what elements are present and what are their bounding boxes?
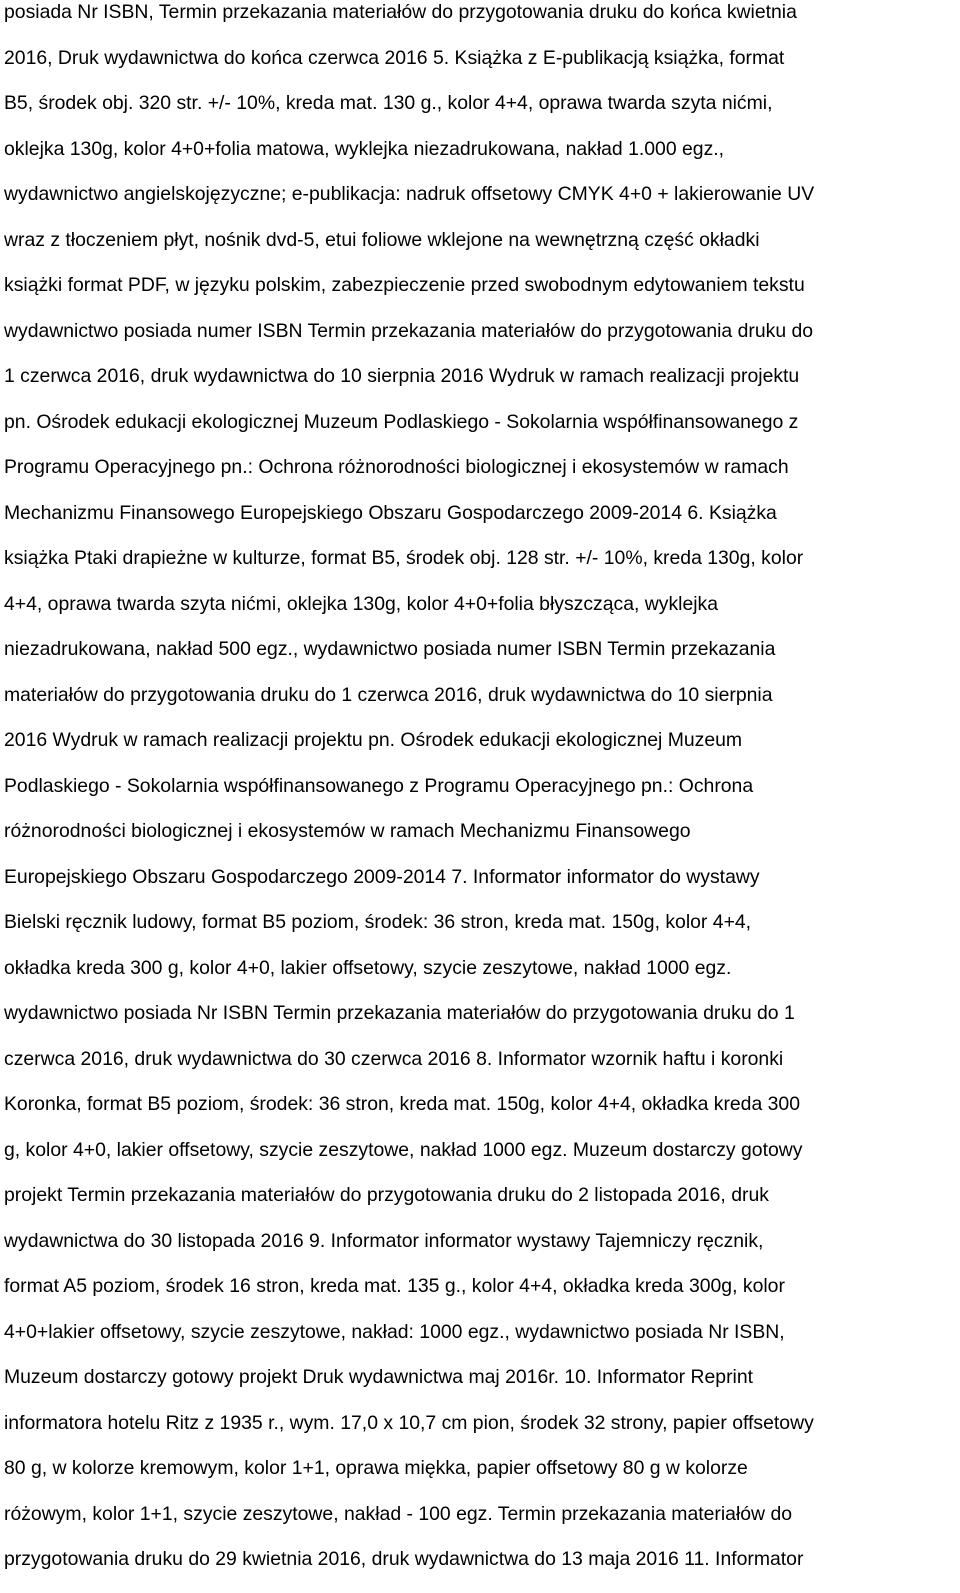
text-line: książki format PDF, w języku polskim, zabezpieczenie przed swobodnym edytowaniem tekstu: [4, 274, 805, 296]
text-line: pn. Ośrodek edukacji ekologicznej Muzeum Podlaskiego - Sokolarnia współfinansowanego z: [4, 410, 799, 433]
text-line: B5, środek obj. 320 str. +/- 10%, kreda mat. 130 g., kolor 4+4, oprawa twarda szyta nićmi,: [4, 92, 773, 114]
text-line: przygotowania druku do 29 kwietnia 2016, druk wydawnictwa do 13 maja 2016 11. Informator: [4, 1548, 804, 1570]
text-line: różnorodności biologicznej i ekosystemów w ramach Mechanizmu Finansowego: [4, 820, 691, 842]
text-line: 2016, Druk wydawnictwa do końca czerwca 2016 5. Książka z E-publikacją książka, format: [4, 46, 785, 69]
text-line: projekt Termin przekazania materiałów do przygotowania druku do 2 listopada 2016, druk: [4, 1184, 769, 1206]
text-line: różowym, kolor 1+1, szycie zeszytowe, nakład - 100 egz. Termin przekazania materiałów do: [4, 1502, 793, 1525]
text-line: oklejka 130g, kolor 4+0+folia matowa, wyklejka niezadrukowana, nakład 1.000 egz.,: [4, 137, 725, 160]
text-line: wraz z tłoczeniem płyt, nośnik dvd-5, etui foliowe wklejone na wewnętrzną część okładki: [4, 228, 760, 251]
text-line: 80 g, w kolorze kremowym, kolor 1+1, oprawa miękka, papier offsetowy 80 g w kolorze: [4, 1457, 748, 1479]
text-line: format A5 poziom, środek 16 stron, kreda mat. 135 g., kolor 4+4, okładka kreda 300g, kolor: [4, 1275, 785, 1297]
document-body: [4, 0, 956, 1593]
text-line: Programu Operacyjnego pn.: Ochrona różnorodności biologicznej i ekosystemów w ramach: [4, 456, 789, 478]
text-line: 4+4, oprawa twarda szyta nićmi, oklejka 130g, kolor 4+0+folia błyszcząca, wyklejka: [4, 592, 719, 615]
text-line: 2016 Wydruk w ramach realizacji projektu pn. Ośrodek edukacji ekologicznej Muzeum: [4, 729, 743, 751]
text-line: Europejskiego Obszaru Gospodarczego 2009-2014 7. Informator informator do wystawy: [4, 865, 760, 888]
text-line: książka Ptaki drapieżne w kulturze, format B5, środek obj. 128 str. +/- 10%, kreda 130g, kolor: [4, 547, 804, 569]
text-line: wydawnictwo posiada numer ISBN Termin przekazania materiałów do przygotowania druku do: [4, 319, 814, 342]
text-line: Koronka, format B5 poziom, środek: 36 stron, kreda mat. 150g, kolor 4+4, okładka kreda 300: [4, 1093, 800, 1115]
text-line: 4+0+lakier offsetowy, szycie zeszytowe, nakład: 1000 egz., wydawnictwo posiada Nr ISBN,: [4, 1320, 785, 1343]
text-line: 1 czerwca 2016, druk wydawnictwa do 10 sierpnia 2016 Wydruk w ramach realizacji projektu: [4, 365, 800, 387]
text-line: Muzeum dostarczy gotowy projekt Druk wydawnictwa maj 2016r. 10. Informator Reprint: [4, 1366, 754, 1388]
text-line: g, kolor 4+0, lakier offsetowy, szycie zeszytowe, nakład 1000 egz. Muzeum dostarczy gotowy: [4, 1138, 803, 1161]
text-line: czerwca 2016, druk wydawnictwa do 30 czerwca 2016 8. Informator wzornik haftu i koronki: [4, 1047, 784, 1070]
text-line: wydawnictwa do 30 listopada 2016 9. Informator informator wystawy Tajemniczy ręcznik,: [4, 1229, 764, 1252]
text-line: informatora hotelu Ritz z 1935 r., wym. 17,0 x 10,7 cm pion, środek 32 strony, papier offsetowy: [4, 1411, 814, 1434]
text-line: okładka kreda 300 g, kolor 4+0, lakier offsetowy, szycie zeszytowe, nakład 1000 egz.: [4, 956, 732, 979]
text-line: Bielski ręcznik ludowy, format B5 poziom, środek: 36 stron, kreda mat. 150g, kolor 4+4,: [4, 911, 752, 933]
text-line: Mechanizmu Finansowego Europejskiego Obszaru Gospodarczego 2009-2014 6. Książka: [4, 501, 777, 524]
text-line: Podlaskiego - Sokolarnia współfinansowanego z Programu Operacyjnego pn.: Ochrona: [4, 774, 754, 797]
text-line: posiada Nr ISBN, Termin przekazania materiałów do przygotowania druku do końca kwietnia: [4, 1, 797, 23]
text-line: niezadrukowana, nakład 500 egz., wydawnictwo posiada numer ISBN Termin przekazania: [4, 638, 776, 660]
text-line: wydawnictwo posiada Nr ISBN Termin przekazania materiałów do przygotowania druku do 1: [4, 1002, 795, 1024]
text-line: materiałów do przygotowania druku do 1 czerwca 2016, druk wydawnictwa do 10 sierpnia: [4, 683, 773, 706]
text-line: wydawnictwo angielskojęzyczne; e-publikacja: nadruk offsetowy CMYK 4+0 + lakierowanie UV: [4, 183, 815, 205]
